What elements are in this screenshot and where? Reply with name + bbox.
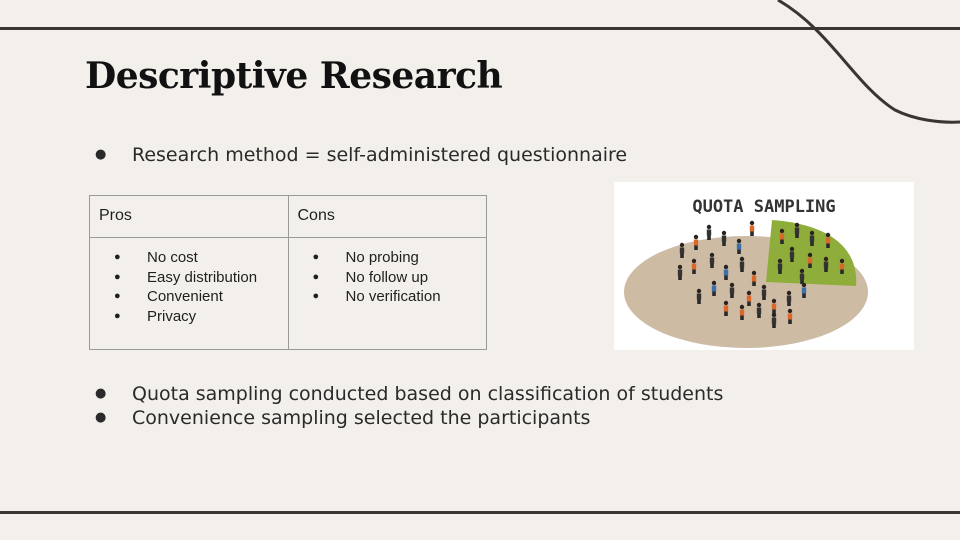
person-body xyxy=(772,318,776,324)
bullet-list-bottom xyxy=(95,382,723,430)
person-legs xyxy=(757,314,761,319)
cons-item: ● No probing xyxy=(295,248,481,268)
pros-cons-table xyxy=(89,195,487,350)
person-head xyxy=(778,259,782,263)
person-legs xyxy=(707,236,711,241)
person-body xyxy=(707,230,711,236)
person-legs xyxy=(787,302,791,307)
person-head xyxy=(808,253,812,257)
person-legs xyxy=(800,280,804,285)
person-head xyxy=(788,309,792,313)
person-head xyxy=(707,225,711,229)
person-legs xyxy=(780,240,784,245)
person-head xyxy=(790,247,794,251)
person-head xyxy=(800,269,804,273)
person-legs xyxy=(762,296,766,301)
person-body xyxy=(722,236,726,242)
person-head xyxy=(772,313,776,317)
person-body xyxy=(757,308,761,314)
cons-item: ● No follow up xyxy=(295,268,481,288)
person-legs xyxy=(697,300,701,305)
person-body xyxy=(772,304,776,310)
person-head xyxy=(826,233,830,237)
pros-item: ● Convenient xyxy=(96,287,282,307)
person-head xyxy=(787,291,791,295)
person-legs xyxy=(680,254,684,259)
person-head xyxy=(724,301,728,305)
person-body xyxy=(747,296,751,302)
person-head xyxy=(697,289,701,293)
person-head xyxy=(750,221,754,225)
person-head xyxy=(724,265,728,269)
person-body xyxy=(678,270,682,276)
person-legs xyxy=(724,312,728,317)
person-legs xyxy=(740,316,744,321)
person-body xyxy=(787,296,791,302)
person-body xyxy=(692,264,696,270)
person-head xyxy=(722,231,726,235)
image-caption: QUOTA SAMPLING xyxy=(692,197,836,217)
person-body xyxy=(800,274,804,280)
person-head xyxy=(757,303,761,307)
person-head xyxy=(810,231,814,235)
person-body xyxy=(724,306,728,312)
person-legs xyxy=(802,294,806,299)
person-body xyxy=(730,288,734,294)
bottom-rule xyxy=(0,511,960,514)
bullet-list-top xyxy=(95,143,627,167)
person-head xyxy=(730,283,734,287)
person-legs xyxy=(722,242,726,247)
person-head xyxy=(762,285,766,289)
person-legs xyxy=(730,294,734,299)
quota-sampling-graphic xyxy=(614,182,914,350)
person-head xyxy=(710,253,714,257)
person-legs xyxy=(737,250,741,255)
person-head xyxy=(740,305,744,309)
person-head xyxy=(840,259,844,263)
person-legs xyxy=(678,276,682,281)
person-body xyxy=(694,240,698,246)
person-body xyxy=(840,264,844,270)
person-body xyxy=(697,294,701,300)
person-legs xyxy=(750,232,754,237)
person-legs xyxy=(795,234,799,239)
top-rule xyxy=(0,27,960,30)
person-legs xyxy=(810,242,814,247)
person-body xyxy=(824,262,828,268)
person-head xyxy=(678,265,682,269)
pros-item: ● No cost xyxy=(96,248,282,268)
person-body xyxy=(826,238,830,244)
bullet-research-method: ● Research method = self-administered questionnaire xyxy=(95,143,627,167)
person-body xyxy=(740,262,744,268)
person-body xyxy=(724,270,728,276)
person-legs xyxy=(790,258,794,263)
person-body xyxy=(750,226,754,232)
person-body xyxy=(790,252,794,258)
person-legs xyxy=(788,320,792,325)
person-legs xyxy=(826,244,830,249)
person-body xyxy=(752,276,756,282)
person-body xyxy=(802,288,806,294)
person-body xyxy=(737,244,741,250)
person-legs xyxy=(747,302,751,307)
person-legs xyxy=(752,282,756,287)
person-head xyxy=(772,299,776,303)
person-head xyxy=(694,235,698,239)
cons-cell xyxy=(288,238,487,350)
person-legs xyxy=(692,270,696,275)
pros-cell xyxy=(90,238,289,350)
person-head xyxy=(692,259,696,263)
pros-header: Pros xyxy=(90,196,289,238)
person-head xyxy=(740,257,744,261)
pros-item: ● Easy distribution xyxy=(96,268,282,288)
person-body xyxy=(795,228,799,234)
person-body xyxy=(712,286,716,292)
pros-item: ● Privacy xyxy=(96,307,282,327)
person-legs xyxy=(808,264,812,269)
person-legs xyxy=(710,264,714,269)
person-head xyxy=(680,243,684,247)
cons-item: ● No verification xyxy=(295,287,481,307)
person-head xyxy=(780,229,784,233)
person-body xyxy=(778,264,782,270)
person-body xyxy=(780,234,784,240)
person-legs xyxy=(772,324,776,329)
person-body xyxy=(810,236,814,242)
slide-title: Descriptive Research xyxy=(85,55,503,97)
person-body xyxy=(762,290,766,296)
person-legs xyxy=(712,292,716,297)
person-head xyxy=(737,239,741,243)
person-body xyxy=(808,258,812,264)
person-head xyxy=(795,223,799,227)
person-head xyxy=(712,281,716,285)
quota-sampling-illustration xyxy=(614,182,914,350)
bullet-convenience: ● Convenience sampling selected the participants xyxy=(95,406,723,430)
person-body xyxy=(710,258,714,264)
person-legs xyxy=(724,276,728,281)
person-head xyxy=(824,257,828,261)
person-legs xyxy=(840,270,844,275)
person-head xyxy=(747,291,751,295)
person-body xyxy=(680,248,684,254)
person-legs xyxy=(778,270,782,275)
person-legs xyxy=(694,246,698,251)
bullet-quota: ● Quota sampling conducted based on classification of students xyxy=(95,382,723,406)
person-body xyxy=(740,310,744,316)
cons-header: Cons xyxy=(288,196,487,238)
person-head xyxy=(752,271,756,275)
person-legs xyxy=(740,268,744,273)
person-body xyxy=(788,314,792,320)
person-legs xyxy=(824,268,828,273)
